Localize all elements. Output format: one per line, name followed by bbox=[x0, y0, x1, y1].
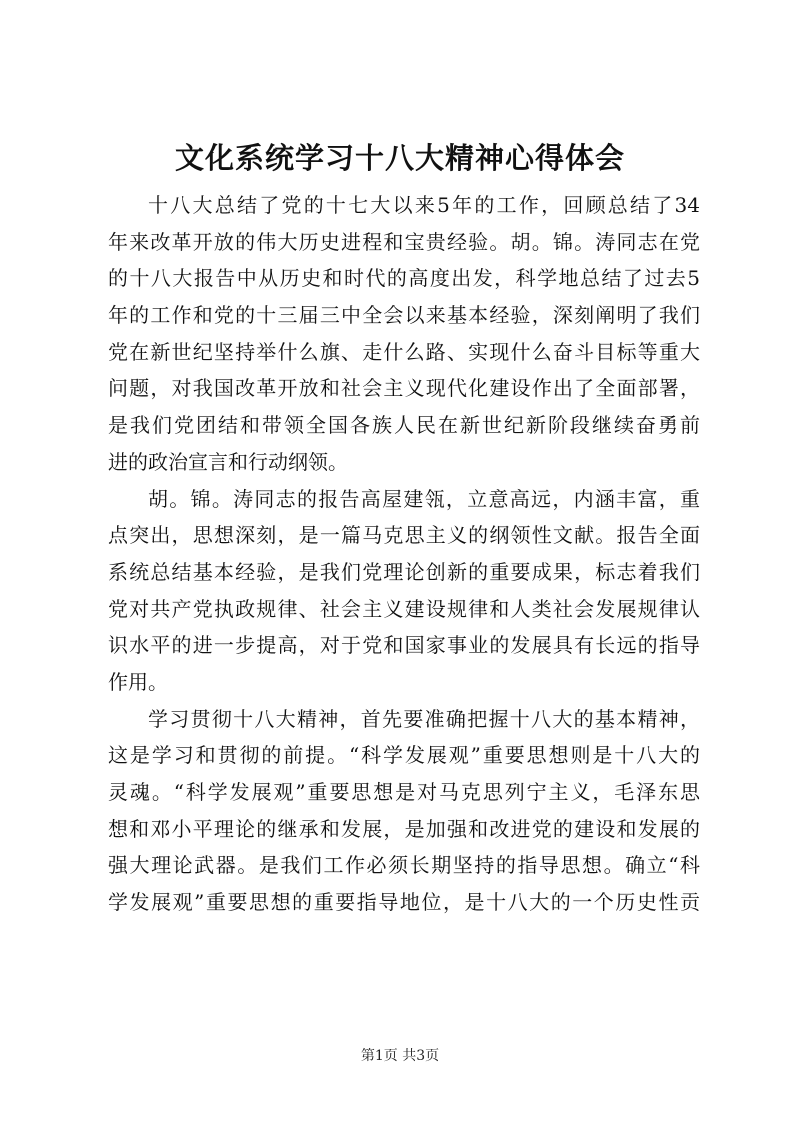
text-line: 识水平的进一步提高，对于党和国家事业的发展具有长远的指导 bbox=[108, 633, 700, 658]
text-line: 点突出，思想深刻，是一篇马克思主义的纲领性文献。报告全面 bbox=[108, 523, 700, 548]
text-line: 党在新世纪坚持举什么旗、走什么路、实现什么奋斗目标等重大 bbox=[108, 339, 700, 364]
paragraph-3 bbox=[108, 701, 700, 921]
document-body bbox=[108, 187, 700, 921]
text-line: 作用。 bbox=[108, 669, 168, 694]
text-line: 学习贯彻十八大精神，首先要准确把握十八大的基本精神， bbox=[148, 706, 700, 731]
text-line: 强大理论武器。是我们工作必须长期坚持的指导思想。确立“科 bbox=[108, 853, 700, 878]
text-line: 是我们党团结和带领全国各族人民在新世纪新阶段继续奋勇前 bbox=[108, 413, 700, 438]
text-line: 系统总结基本经验，是我们党理论创新的重要成果，标志着我们 bbox=[108, 559, 700, 584]
text-line: 年来改革开放的伟大历史进程和宝贵经验。胡。锦。涛同志在党 bbox=[108, 229, 700, 254]
text-line: 进的政治宣言和行动纲领。 bbox=[108, 449, 348, 474]
text-line: 灵魂。“科学发展观”重要思想是对马克思列宁主义，毛泽东思 bbox=[108, 780, 700, 804]
text-line: 学发展观”重要思想的重要指导地位，是十八大的一个历史性贡 bbox=[108, 890, 700, 915]
text-line: 想和邓小平理论的继承和发展，是加强和改进党的建设和发展的 bbox=[108, 816, 700, 841]
text-line: 胡。锦。涛同志的报告高屋建瓴，立意高远，内涵丰富，重 bbox=[148, 486, 700, 511]
text-line: 党对共产党执政规律、社会主义建设规律和人类社会发展规律认 bbox=[108, 596, 700, 621]
paragraph-1 bbox=[108, 187, 700, 481]
text-line: 的十八大报告中从历史和时代的高度出发，科学地总结了过去5 bbox=[108, 266, 700, 291]
paragraph-2 bbox=[108, 481, 700, 701]
text-line: 十八大总结了党的十七大以来5年的工作，回顾总结了34 bbox=[148, 193, 700, 217]
text-line: 年的工作和党的十三届三中全会以来基本经验，深刻阐明了我们 bbox=[108, 303, 700, 328]
text-line: 这是学习和贯彻的前提。“科学发展观”重要思想则是十八大的 bbox=[108, 743, 700, 768]
page-footer: 第1页 共3页 bbox=[360, 1048, 440, 1064]
document-title: 文化系统学习十八大精神心得体会 bbox=[174, 141, 625, 175]
text-line: 问题，对我国改革开放和社会主义现代化建设作出了全面部署， bbox=[108, 376, 700, 401]
